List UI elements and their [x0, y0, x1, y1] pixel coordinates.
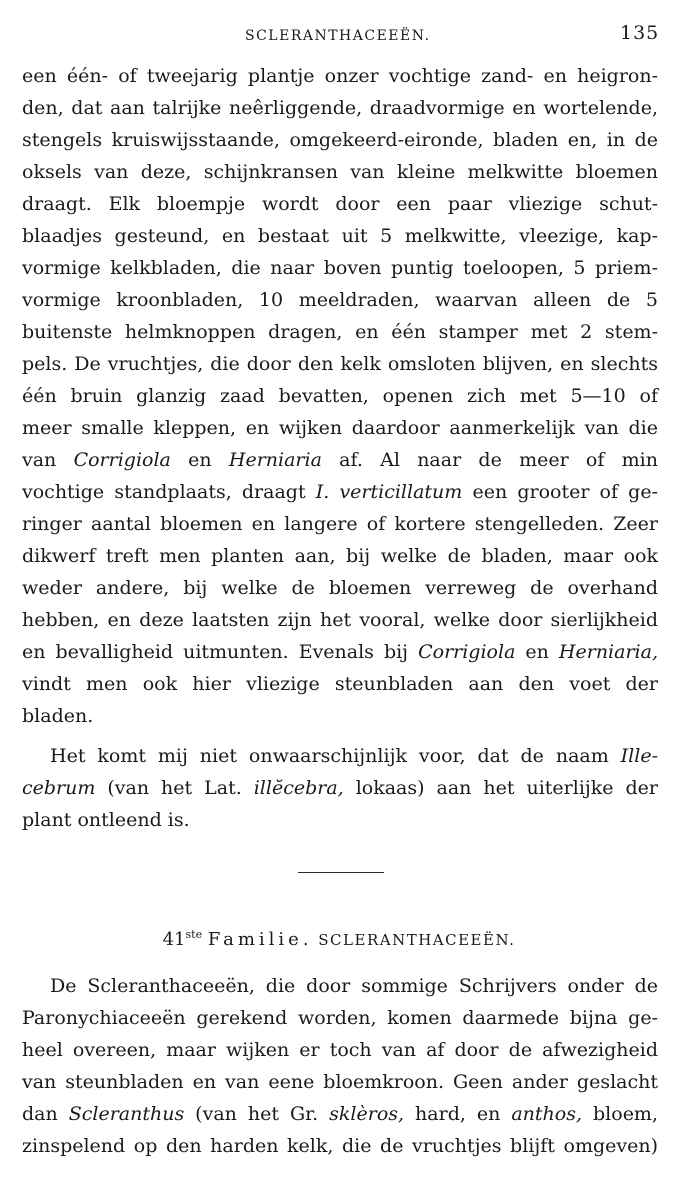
text-run: (van het Lat.: [95, 777, 254, 799]
text-run: en bevalligheid uitmunten. Evenals bij: [22, 641, 419, 663]
text-line: oksels van deze, schijnkransen van kleine melkwitte bloemen: [22, 161, 658, 183]
text-line: bladen.: [22, 705, 94, 727]
section-divider: [298, 872, 384, 873]
text-run: hard, en: [404, 1103, 512, 1125]
text-line: [22, 1098, 658, 1130]
section-text: [22, 970, 658, 1162]
family-number-value: 41: [162, 929, 186, 950]
text-line: één bruin glanzig zaad bevatten, openen zich met 5—10 of: [22, 385, 658, 407]
text-line: meer smalle kleppen, en wijken daardoor aanmerkelijk van die: [22, 417, 658, 439]
genus-name: Corrigiola: [73, 449, 171, 471]
text-line: vormige kroonbladen, 10 meeldraden, waarvan alleen de 5: [22, 289, 658, 311]
text-line: [22, 740, 658, 772]
text-line: heel overeen, maar wijken er toch van af door de afwezigheid: [22, 1039, 658, 1061]
text-run: Het komt mij niet onwaarschijnlijk voor, dat de naam: [50, 745, 621, 767]
text-line: pels. De vruchtjes, die door den kelk omsloten blijven, en slechts: [22, 353, 658, 375]
text-run: en: [170, 449, 229, 471]
genus-name: Ille-: [620, 745, 658, 767]
family-number-suffix: ste: [185, 928, 203, 941]
text-line: vormige kelkbladen, die naar boven puntig toeloopen, 5 priem-: [22, 257, 658, 279]
text-line: [22, 444, 658, 476]
text-run: vochtige standplaats, draagt: [22, 481, 316, 503]
text-run: bloem,: [582, 1103, 658, 1125]
text-line: [22, 772, 658, 804]
page-header: [0, 22, 678, 52]
text-line: draagt. Elk bloempje wordt door een paar vliezige schut-: [22, 193, 658, 215]
text-line: den, dat aan talrijke neêrliggende, draadvormige en wortelende,: [22, 97, 658, 119]
family-heading: [0, 928, 678, 950]
text-line: buitenste helmknoppen dragen, en één stamper met 2 stem-: [22, 321, 658, 343]
genus-name: Corrigiola: [418, 641, 516, 663]
text-line: van steunbladen en van eene bloemkroon. Geen ander geslacht: [22, 1071, 658, 1093]
species-name: I. verticillatum: [315, 481, 463, 503]
text-line: zinspelend op den harden kelk, die de vruchtjes blijft omgeven): [22, 1135, 658, 1157]
family-number: [163, 929, 202, 950]
family-name: SCLERANTHACEEËN.: [318, 931, 516, 949]
text-run: dan: [22, 1103, 69, 1125]
text-run: een grooter of ge-: [462, 481, 659, 503]
running-title: SCLERANTHACEEËN.: [245, 28, 431, 44]
genus-name: Herniaria,: [558, 641, 658, 663]
text-line: blaadjes gesteund, en bestaat uit 5 melkwitte, vleezige, kap-: [22, 225, 658, 247]
page-number: 135: [620, 22, 660, 44]
genus-name: Herniaria: [228, 449, 322, 471]
text-run: lokaas) aan het uiterlijke der: [343, 777, 658, 799]
text-line: ringer aantal bloemen en langere of kortere stengelleden. Zeer: [22, 513, 658, 535]
text-line: weder andere, bij welke de bloemen verreweg de overhand: [22, 577, 658, 599]
main-text: [22, 60, 658, 836]
text-line: plant ontleend is.: [22, 809, 190, 831]
text-line: vindt men ook hier vliezige steunbladen aan den voet der: [22, 673, 658, 695]
text-line: hebben, en deze laatsten zijn het vooral, welke door sierlijkheid: [22, 609, 658, 631]
greek-word: sklèros,: [329, 1103, 405, 1125]
greek-word: anthos,: [511, 1103, 583, 1125]
text-run: (van het Gr.: [184, 1103, 330, 1125]
text-line: Paronychiaceeën gerekend worden, komen daarmede bijna ge-: [22, 1007, 658, 1029]
text-line: De Scleranthaceeën, die door sommige Schrijvers onder de: [50, 975, 658, 997]
genus-name: cebrum: [22, 777, 96, 799]
text-line: dikwerf treft men planten aan, bij welke de bladen, maar ook: [22, 545, 658, 567]
genus-name: Scleranthus: [68, 1103, 185, 1125]
text-run: van: [22, 449, 74, 471]
text-line: een één- of tweejarig plantje onzer vochtige zand- en heigron-: [22, 65, 658, 87]
latin-word: illĕcebra,: [253, 777, 344, 799]
text-line: [22, 476, 658, 508]
text-line: stengels kruiswijsstaande, omgekeerd-eironde, bladen en, in de: [22, 129, 658, 151]
text-run: af. Al naar de meer of min: [321, 449, 658, 471]
family-word: Familie.: [207, 929, 313, 950]
text-run: en: [515, 641, 559, 663]
text-line: [22, 636, 658, 668]
